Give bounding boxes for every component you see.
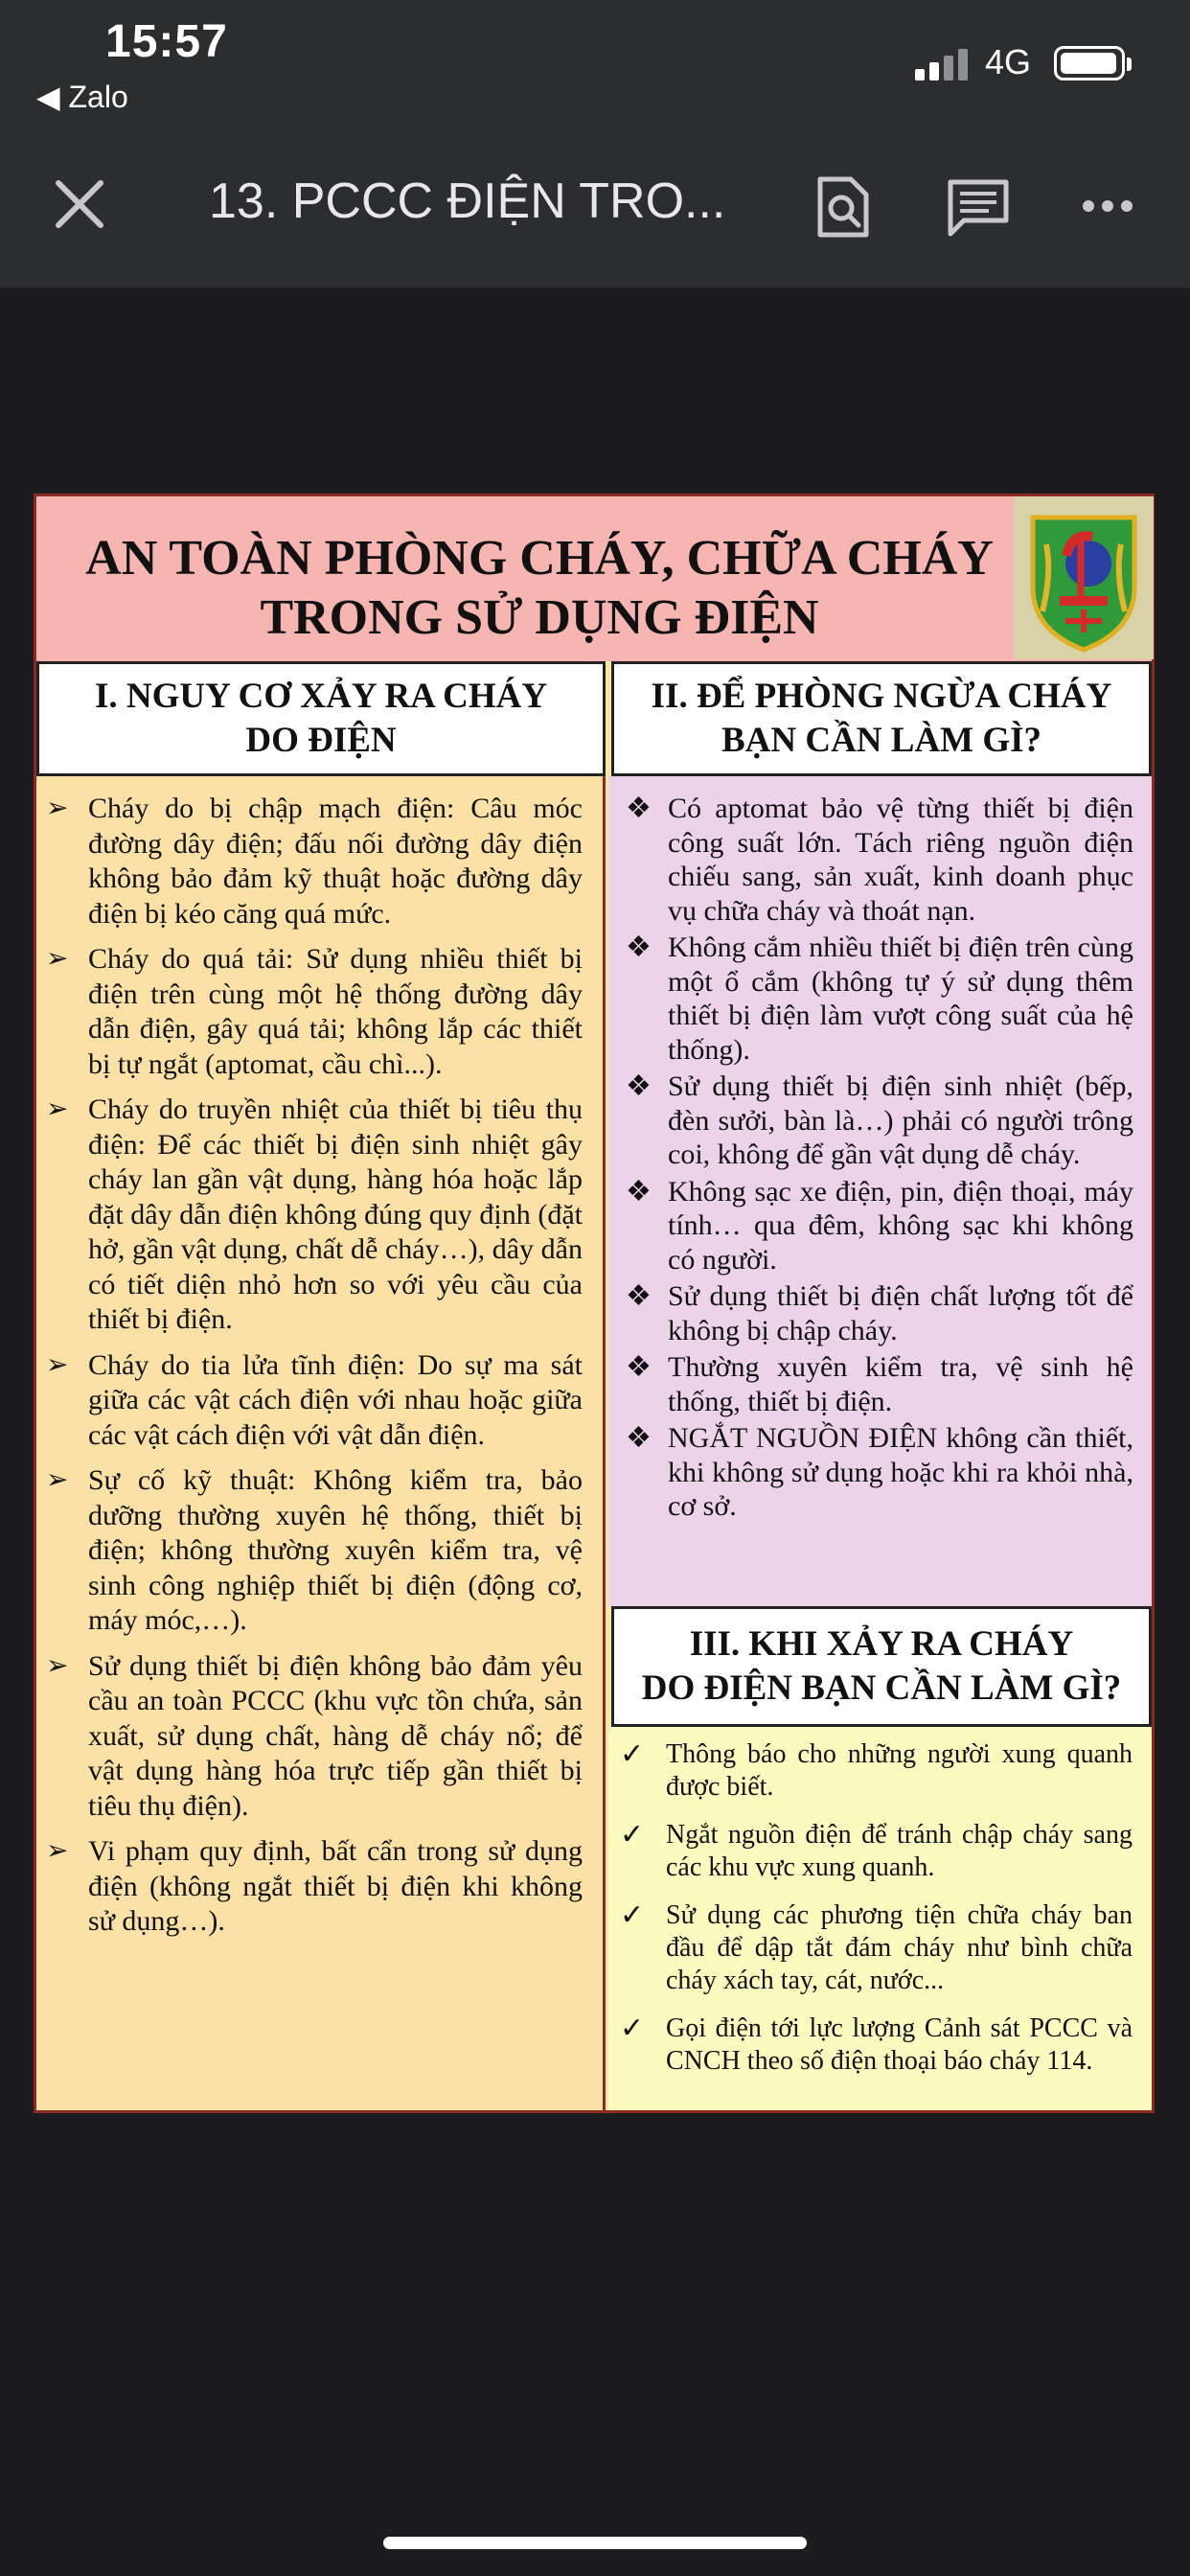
- poster-title-line-1: AN TOÀN PHÒNG CHÁY, CHỮA CHÁY: [85, 531, 994, 586]
- bullet-marker: ❖: [626, 1070, 652, 1102]
- list-item-text: Cháy do quá tải: Sử dụng nhiều thiết bị điện trên cùng một hệ thống đường dây dẫn điện, gây quá tải; không lắp các thiết bị tự ngắt (aptomat, cầu chì...).: [88, 943, 583, 1080]
- list-item-text: Có aptomat bảo vệ từng thiết bị điện công suất lớn. Tách riêng nguồn điện chiếu sang, sản xuất, kinh doanh phục vụ chữa cháy và thoát nạn.: [668, 793, 1133, 927]
- bullet-marker: ➢: [46, 1094, 69, 1124]
- battery-tip: [1127, 58, 1132, 71]
- home-indicator[interactable]: [383, 2537, 807, 2549]
- list-item: [626, 1279, 1133, 1347]
- list-item-text: Cháy do bị chập mạch điện: Câu móc đường dây điện; đấu nối đường dây điện không bảo đảm kỹ thuật hoặc đường dây điện bị kéo căng quá mức.: [88, 793, 583, 930]
- back-to-app-link[interactable]: ◀ Zalo: [36, 80, 128, 114]
- bullet-marker: ❖: [626, 1175, 652, 1208]
- bullet-marker: ❖: [626, 793, 652, 824]
- section-2-heading-line-1: II. ĐỂ PHÒNG NGỪA CHÁY: [651, 677, 1112, 716]
- poster-title-line-2: TRONG SỬ DỤNG ĐIỆN: [260, 590, 819, 645]
- list-item-text: Ngắt nguồn điện để tránh chập cháy sang các khu vực xung quanh.: [666, 1820, 1133, 1882]
- comment-icon[interactable]: [947, 178, 1010, 238]
- list-item-text: Gọi điện tới lực lượng Cảnh sát PCCC và CNCH theo số điện thoại báo cháy 114.: [666, 2013, 1133, 2076]
- status-time: 15:57: [105, 16, 228, 67]
- bullet-marker: ✓: [620, 1899, 645, 1931]
- bullet-marker: ❖: [626, 1280, 652, 1312]
- fire-police-emblem-logo: [1014, 496, 1154, 659]
- list-item: [46, 792, 583, 932]
- section-1-heading-line-2: DO ĐIỆN: [245, 721, 397, 760]
- list-item-text: Vi phạm quy định, bất cẩn trong sử dụng điện (không ngắt thiết bị điện khi không sử dụng…).: [88, 1835, 583, 1937]
- signal-icon: [915, 48, 971, 82]
- bullet-marker: ➢: [46, 944, 69, 974]
- list-item: [620, 1738, 1133, 1804]
- bullet-marker: ❖: [626, 1422, 652, 1454]
- section-3-heading-line-1: III. KHI XẢY RA CHÁY: [689, 1624, 1074, 1664]
- list-item-text: Thường xuyên kiểm tra, vệ sinh hệ thống, thiết bị điện.: [668, 1351, 1133, 1417]
- list-item-text: Sử dụng thiết bị điện không bảo đảm yêu cầu an toàn PCCC (khu vực tồn chứa, sản xuất, sử dụng chất, hàng dễ cháy nổ; để vật dụng hàng hóa trực tiếp gần thiết bị tiêu thụ điện).: [88, 1649, 583, 1822]
- list-item: [46, 942, 583, 1082]
- list-item: [626, 1421, 1133, 1524]
- list-item-text: Cháy do tia lửa tĩnh điện: Do sự ma sát giữa các vật cách điện với nhau hoặc giữa các vật cách điện với vật dẫn điện.: [88, 1348, 583, 1451]
- list-item: [46, 1463, 583, 1639]
- list-item: [626, 1070, 1133, 1172]
- close-icon[interactable]: [53, 177, 106, 231]
- section-3-list: [620, 1738, 1133, 2093]
- list-item-text: Thông báo cho những người xung quanh được biết.: [666, 1739, 1133, 1802]
- list-item: [626, 931, 1133, 1067]
- list-item: [620, 1899, 1133, 1997]
- list-item: [46, 1834, 583, 1940]
- list-item-text: Sử dụng thiết bị điện chất lượng tốt để không bị chập cháy.: [668, 1280, 1133, 1346]
- section-1-heading-line-1: I. NGUY CƠ XẢY RA CHÁY: [94, 677, 548, 716]
- section-1-body: [36, 776, 606, 2110]
- section-3-heading: [611, 1606, 1152, 1727]
- list-item: [626, 1350, 1133, 1418]
- bullet-marker: ➢: [46, 1650, 69, 1681]
- bullet-marker: ✓: [620, 1738, 645, 1770]
- bullet-marker: ➢: [46, 1836, 69, 1866]
- section-2-heading-line-2: BẠN CẦN LÀM GÌ?: [721, 721, 1042, 760]
- bullet-marker: ➢: [46, 1349, 69, 1380]
- list-item-text: Không cắm nhiều thiết bị điện trên cùng một ổ cắm (không tự ý sử dụng thêm thiết bị điện làm vượt công suất của hệ thống).: [668, 932, 1133, 1066]
- list-item: [626, 792, 1133, 928]
- bullet-marker: ❖: [626, 1351, 652, 1383]
- list-item: [620, 2012, 1133, 2078]
- battery-icon: [1054, 46, 1125, 80]
- bullet-marker: ❖: [626, 932, 652, 963]
- bullet-marker: ✓: [620, 1819, 645, 1851]
- list-item: [46, 1649, 583, 1825]
- document-title: 13. PCCC ĐIỆN TRO...: [209, 173, 726, 229]
- section-1-list: [46, 792, 583, 1950]
- bullet-marker: ✓: [620, 2012, 645, 2044]
- top-bar: [0, 0, 1190, 288]
- list-item-text: Cháy do truyền nhiệt của thiết bị tiêu thụ điện: Để các thiết bị điện sinh nhiệt gây cháy lan gần vật dụng, hàng hóa hoặc lắp đặt dây dẫn điện không đúng quy định (đặt hở, gần vật dụng, chất dễ cháy…), dây dẫn có tiết diện nhỏ hơn so với yêu cầu của thiết bị điện.: [88, 1093, 583, 1335]
- list-item: [620, 1819, 1133, 1884]
- section-2-body: [608, 776, 1152, 1606]
- section-2-heading: [611, 661, 1152, 776]
- poster-title: [56, 529, 1023, 648]
- list-item-text: Sử dụng thiết bị điện sinh nhiệt (bếp, đèn sưởi, bàn là…) phải có người trông coi, không để gần vật dụng dễ cháy.: [668, 1070, 1133, 1170]
- poster: [34, 494, 1155, 2113]
- section-2-list: [626, 792, 1133, 1527]
- find-in-document-icon[interactable]: [814, 175, 872, 239]
- section-1-heading: [36, 661, 606, 776]
- section-3-body: [608, 1727, 1152, 2110]
- bullet-marker: ➢: [46, 794, 69, 823]
- list-item-text: Sự cố kỹ thuật: Không kiểm tra, bảo dưỡng thường xuyên hệ thống, thiết bị điện; không thường xuyên kiểm tra, vệ sinh công nghiệp thiết bị điện (động cơ, máy móc,…).: [88, 1464, 583, 1636]
- more-icon[interactable]: [1081, 196, 1134, 216]
- list-item-text: Sử dụng các phương tiện chữa cháy ban đầu để dập tắt đám cháy như bình chữa cháy xách tay, cát, nước...: [666, 1900, 1133, 1995]
- section-3-heading-line-2: DO ĐIỆN BẠN CẦN LÀM GÌ?: [641, 1668, 1122, 1708]
- list-item-text: NGẮT NGUỒN ĐIỆN không cần thiết, khi không sử dụng hoặc khi ra khỏi nhà, cơ sở.: [668, 1422, 1133, 1522]
- poster-header: [36, 496, 1152, 661]
- list-item: [46, 1348, 583, 1454]
- bullet-marker: ➢: [46, 1465, 69, 1495]
- list-item-text: Không sạc xe điện, pin, điện thoại, máy tính… qua đêm, không sạc khi không có người.: [668, 1175, 1133, 1276]
- list-item: [626, 1175, 1133, 1277]
- network-type: 4G: [985, 42, 1032, 81]
- list-item: [46, 1092, 583, 1338]
